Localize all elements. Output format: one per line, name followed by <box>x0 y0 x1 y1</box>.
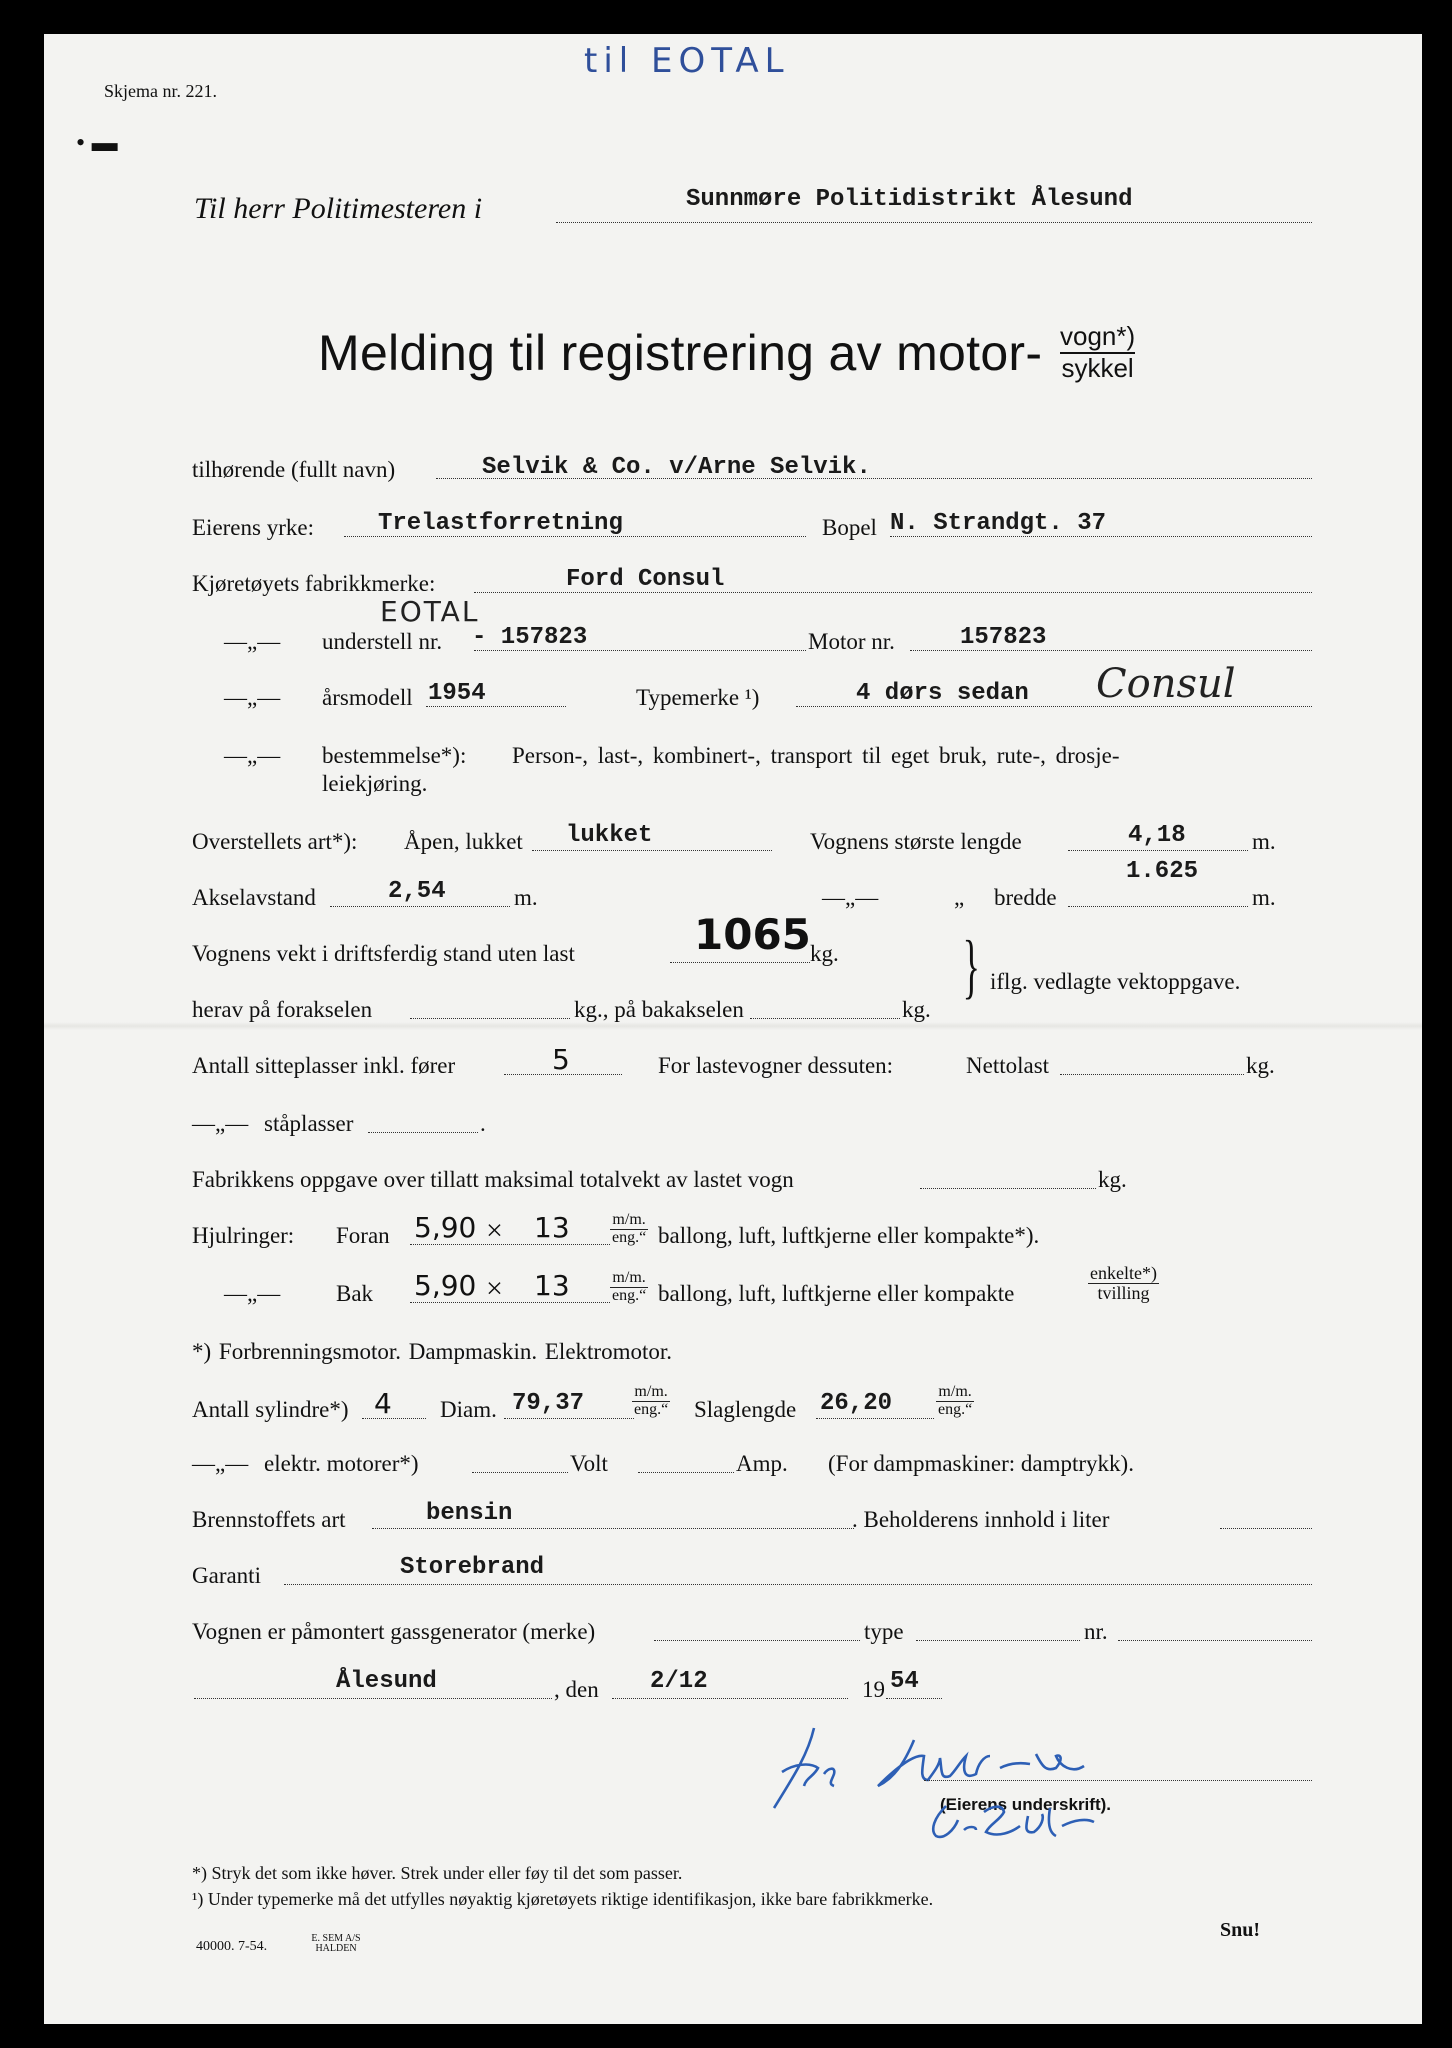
stroke-unit-mm: m/m. <box>936 1384 974 1402</box>
dash-electric: —„— <box>192 1451 249 1476</box>
netload-unit: kg. <box>1246 1053 1275 1078</box>
date-label: , den <box>554 1677 599 1702</box>
date-value: 2/12 <box>650 1668 708 1695</box>
weight-unit: kg. <box>810 941 839 966</box>
make-value: Ford Consul <box>566 566 725 593</box>
form-number: Skjema nr. 221. <box>104 81 217 101</box>
owner-label: tilhørende (fullt navn) <box>192 457 396 482</box>
body-value: lukket <box>566 822 653 849</box>
tires-front-unit-mm: m/m. <box>610 1212 648 1230</box>
electric-label: elektr. motorer*) <box>264 1451 419 1476</box>
weight-handwritten: 1065 <box>694 910 811 959</box>
tires-front-rim: 13 <box>534 1211 570 1244</box>
length-value: 4,18 <box>1128 822 1186 849</box>
dash-year: —„— <box>224 685 281 710</box>
body-options: Åpen, lukket <box>404 829 523 854</box>
tires-rear-line <box>410 1302 610 1303</box>
length-unit: m. <box>1252 829 1276 854</box>
type-handwritten: Consul <box>1096 661 1236 707</box>
stroke-unit-eng: eng.“ <box>938 1400 973 1418</box>
occupation-value: Trelastforretning <box>378 510 623 537</box>
diameter-line <box>504 1418 634 1419</box>
tires-front-width: 5,90 <box>414 1211 477 1244</box>
body-line <box>532 850 772 851</box>
width-value: 1.625 <box>1126 858 1199 885</box>
diameter-unit <box>632 1384 670 1419</box>
weight-brace: } <box>962 926 980 1006</box>
place-line <box>194 1698 552 1699</box>
front-axle-label: herav på forakselen <box>192 997 373 1022</box>
fuel-label: Brennstoffets art <box>192 1507 346 1532</box>
amp-label: Amp. <box>736 1451 788 1476</box>
diameter-unit-eng: eng.“ <box>634 1400 669 1418</box>
volt-label: Volt <box>570 1451 608 1476</box>
sign-year-line <box>886 1698 942 1699</box>
form-title: Melding til registrering av motor- <box>318 325 1043 381</box>
standing-period: . <box>480 1111 486 1136</box>
year-label: årsmodell <box>322 685 413 710</box>
insurance-value: Storebrand <box>400 1554 545 1581</box>
width-line <box>1068 906 1248 907</box>
volt-line <box>472 1472 568 1473</box>
purpose-options-cont: leiekjøring. <box>322 771 428 796</box>
tank-label: . Beholderens innhold i liter <box>852 1507 1110 1532</box>
owner-value: Selvik & Co. v/Arne Selvik. <box>482 454 871 481</box>
max-weight-line <box>920 1188 1096 1189</box>
year-value: 1954 <box>428 680 486 707</box>
stroke-value: 26,20 <box>820 1390 893 1417</box>
netload-label: Nettolast <box>966 1053 1050 1078</box>
type-label: Typemerke ¹) <box>636 685 760 710</box>
rear-axle-unit: kg. <box>902 997 931 1022</box>
stroke-line <box>816 1418 934 1419</box>
addressee-label: Til herr Politimesteren i <box>194 192 483 225</box>
body-label: Overstellets art*): <box>192 829 358 854</box>
amp-line <box>638 1472 734 1473</box>
insurance-label: Garanti <box>192 1563 261 1588</box>
tires-front-unit-eng: eng.“ <box>612 1228 647 1246</box>
gas-type-label: type <box>864 1619 904 1644</box>
footnote-2: ¹) Under typemerke må det utfylles nøyaktig kjøretøyets riktige identifikasjon, ikke bare fabrikkmerke. <box>192 1889 934 1909</box>
tires-rear-unit-eng: eng.“ <box>612 1286 647 1304</box>
standing-line <box>368 1132 478 1133</box>
paper-fold-line <box>44 1022 1422 1030</box>
max-weight-label: Fabrikkens oppgave over tillatt maksimal totalvekt av lastet vogn <box>192 1167 794 1192</box>
date-line <box>612 1698 848 1699</box>
front-axle-line <box>410 1018 570 1019</box>
footer-code: 40000. 7-54. <box>196 1939 268 1954</box>
make-label: Kjøretøyets fabrikkmerke: <box>192 571 436 596</box>
printer-mark: E. SEM A/S HALDEN <box>311 1933 361 1954</box>
width-label: bredde <box>994 885 1057 910</box>
engine-number-value: 157823 <box>960 624 1047 651</box>
dash-standing: —„— <box>192 1111 249 1136</box>
weight-note: iflg. vedlagte vektoppgave. <box>990 969 1241 994</box>
occupation-label: Eierens yrke: <box>192 515 314 540</box>
seats-value: 5 <box>552 1043 570 1076</box>
stroke-label: Slaglengde <box>694 1397 797 1422</box>
registration-form-page <box>44 34 1422 2024</box>
title-sykkel: sykkel <box>1061 352 1134 383</box>
wheelbase-label: Akselavstand <box>192 885 316 910</box>
tires-front-times: × <box>486 1214 503 1247</box>
footnote-1: *) Stryk det som ikke høver. Strek under eller føy til det som passer. <box>192 1863 683 1883</box>
year-prefix: 19 <box>862 1677 885 1702</box>
seats-label: Antall sitteplasser inkl. fører <box>192 1053 456 1078</box>
tank-line <box>1220 1528 1312 1529</box>
tires-rear-label: Bak <box>336 1281 374 1306</box>
purpose-options: Person-, last-, kombinert-, transport til eget bruk, rute-, drosje- <box>512 743 1120 768</box>
pen-mark: • ▬ <box>76 128 118 157</box>
tires-rear-times: × <box>486 1272 503 1305</box>
netload-line <box>1060 1074 1244 1075</box>
dash-rear-tires: —„— <box>224 1281 281 1306</box>
wheelbase-line <box>330 906 510 907</box>
length-label: Vognens største lengde <box>810 829 1022 854</box>
tires-front-line <box>410 1244 610 1245</box>
cylinders-label: Antall sylindre*) <box>192 1397 349 1422</box>
fuel-value: bensin <box>426 1500 513 1527</box>
tires-rear-rim: 13 <box>534 1269 570 1302</box>
title-vogn: vogn*) <box>1060 322 1135 354</box>
engine-kinds: *) Forbrenningsmotor. Dampmaskin. Elektromotor. <box>192 1339 673 1364</box>
residence-label: Bopel <box>822 515 877 540</box>
weight-label: Vognens vekt i driftsferdig stand uten last <box>192 941 575 966</box>
gas-nr-label: nr. <box>1084 1619 1108 1644</box>
chassis-label: understell nr. <box>322 629 443 654</box>
tires-label: Hjulringer: <box>192 1223 295 1248</box>
diameter-unit-mm: m/m. <box>632 1384 670 1402</box>
gas-generator-label: Vognen er påmontert gassgenerator (merke) <box>192 1619 596 1644</box>
owner-signature-label: (Eierens underskrift). <box>940 1795 1111 1814</box>
tires-single: enkelte*) <box>1090 1263 1157 1283</box>
chassis-value: - 157823 <box>472 624 588 651</box>
title-vehicle-type <box>1060 322 1135 384</box>
dash-chassis: —„— <box>224 629 281 654</box>
tires-rear-unit <box>610 1270 648 1305</box>
turn-over: Snu! <box>1220 1919 1261 1941</box>
diameter-value: 79,37 <box>512 1390 585 1417</box>
tires-rear-unit-mm: m/m. <box>610 1270 648 1288</box>
wheelbase-value: 2,54 <box>388 878 446 905</box>
fuel-line <box>372 1528 854 1529</box>
addressee-value: Sunnmøre Politidistrikt Ålesund <box>686 186 1133 213</box>
addressee-line <box>556 222 1312 223</box>
cylinders-value: 4 <box>374 1387 392 1420</box>
tires-front-types: ballong, luft, luftkjerne eller kompakte*). <box>658 1223 1040 1248</box>
insurance-line <box>284 1584 1312 1585</box>
tires-rear-types: ballong, luft, luftkjerne eller kompakte <box>658 1281 1015 1306</box>
gas-nr-line <box>1118 1640 1312 1641</box>
tires-rear-single-twin <box>1088 1264 1159 1303</box>
width-unit: m. <box>1252 885 1276 910</box>
wheelbase-unit: m. <box>514 885 538 910</box>
width-quote: „ <box>954 885 965 910</box>
weight-line <box>670 962 810 963</box>
stroke-unit <box>936 1384 974 1419</box>
year-suffix: 54 <box>890 1668 919 1695</box>
cylinders-line <box>362 1418 426 1419</box>
type-value: 4 dørs sedan <box>856 680 1029 707</box>
diameter-label: Diam. <box>440 1397 497 1422</box>
purpose-label: bestemmelse*): <box>322 743 467 768</box>
gas-type-line <box>916 1640 1080 1641</box>
residence-value: N. Strandgt. 37 <box>890 510 1107 537</box>
marginal-note: til EOTAL <box>584 41 790 81</box>
tires-front-label: Foran <box>336 1223 390 1248</box>
max-weight-unit: kg. <box>1098 1167 1127 1192</box>
tires-twin: tvilling <box>1097 1282 1150 1303</box>
steam-label: (For dampmaskiner: damptrykk). <box>828 1451 1134 1476</box>
rear-axle-line <box>750 1018 900 1019</box>
gas-generator-line <box>654 1640 860 1641</box>
tires-rear-width: 5,90 <box>414 1269 477 1302</box>
chassis-handwritten-note: EOTAL <box>380 595 480 628</box>
owner-signature-line <box>924 1780 1312 1781</box>
second-signature-svg <box>924 1786 1124 1856</box>
dash-purpose: —„— <box>224 743 281 768</box>
engine-number-label: Motor nr. <box>808 629 895 654</box>
standing-label: ståplasser <box>264 1111 354 1136</box>
place-value: Ålesund <box>336 1668 437 1695</box>
truck-label: For lastevogner dessuten: <box>658 1053 894 1078</box>
dash-width: —„— <box>822 885 879 910</box>
length-line <box>1068 850 1248 851</box>
tires-front-unit <box>610 1212 648 1247</box>
rear-axle-label: kg., på bakakselen <box>574 997 744 1022</box>
